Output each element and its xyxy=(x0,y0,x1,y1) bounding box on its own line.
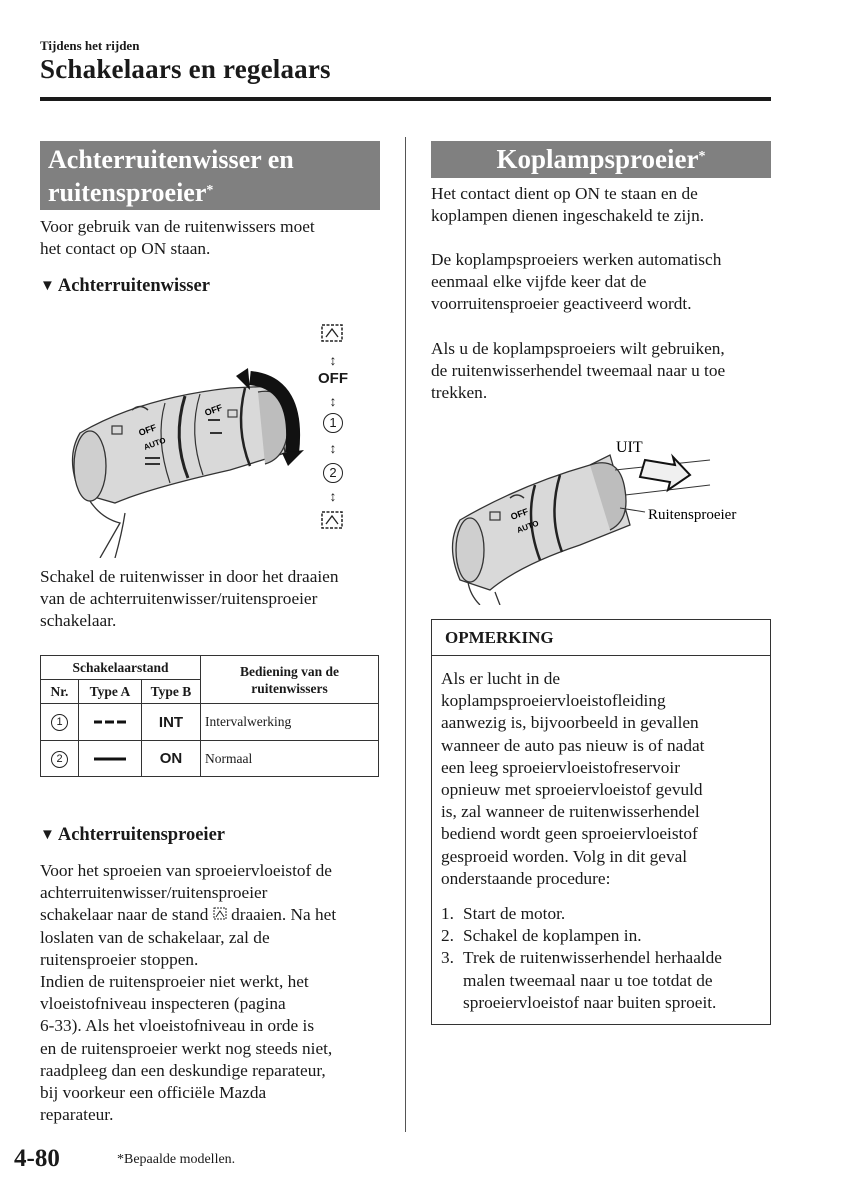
list-item xyxy=(441,925,766,947)
lever-label-auto: AUTO xyxy=(142,435,167,452)
text-line: koplampen dienen ingeschakeld te zijn. xyxy=(431,206,705,226)
text-line: en de ruitensproeier werkt nog steeds niet, xyxy=(40,1038,333,1058)
text-line: gesproeid worden. Volg in dit geval xyxy=(441,846,688,866)
scale-position-1: 1 xyxy=(323,413,343,433)
type-b-label: INT xyxy=(142,704,201,741)
type-b-label: ON xyxy=(142,741,201,777)
optional-star: * xyxy=(698,149,706,164)
note-body xyxy=(441,668,766,890)
note-box xyxy=(431,619,771,1025)
position-number: 1 xyxy=(51,714,68,731)
text-line: vloeistofniveau inspecteren (pagina xyxy=(40,994,286,1014)
text-line: bij voorkeur een officiële Mazda xyxy=(40,1083,267,1103)
arrow-updown-icon: ↕ xyxy=(329,488,337,504)
column-divider xyxy=(405,137,406,1132)
step-text xyxy=(463,947,722,1014)
section-heading-headlamp-washer xyxy=(431,141,771,178)
text-fragment: schakelaar naar de stand xyxy=(40,905,209,925)
section-heading-line1: Achterruitenwisser en xyxy=(48,145,294,174)
text-line: wanneer de auto pas nieuw is of nadat xyxy=(441,735,705,755)
table-header-nr: Nr. xyxy=(41,680,79,704)
arrow-updown-icon: ↕ xyxy=(329,440,337,456)
text-line: ruitensproeier stoppen. xyxy=(40,949,199,969)
operation-label: Normaal xyxy=(201,741,379,777)
text-line: De koplampsproeiers werken automatisch xyxy=(431,250,722,269)
rear-wiper-paragraph xyxy=(40,566,390,633)
operation-label: Intervalwerking xyxy=(201,704,379,741)
breadcrumb: Tijdens het rijden xyxy=(40,38,140,53)
footnote: *Bepaalde modellen. xyxy=(117,1152,236,1167)
text-line: koplampsproeiervloeistofleiding xyxy=(441,691,666,711)
triangle-icon: ▼ xyxy=(40,827,55,843)
text-line: malen tweemaal naar u toe totdat de xyxy=(463,970,713,990)
text-line: Als er lucht in de xyxy=(441,669,561,688)
text-line: van de achterruitenwisser/ruitensproeier xyxy=(40,589,318,609)
washer-icon xyxy=(213,907,227,921)
scale-position-2: 2 xyxy=(323,463,343,483)
headlamp-washer-lever-figure xyxy=(440,430,770,605)
text-line: een leeg sproeiervloeistofreservoir xyxy=(441,757,680,777)
text-line: bediend wordt geen sproeiervloeistof xyxy=(441,824,698,844)
page-title: Schakelaars en regelaars xyxy=(40,54,331,84)
text-line: raadpleeg dan een deskundige reparateur, xyxy=(40,1060,326,1080)
text-line: Schakel de ruitenwisser in door het draaien xyxy=(40,567,339,586)
list-item xyxy=(441,947,766,1014)
note-heading: OPMERKING xyxy=(432,620,770,656)
lever-label-off: OFF xyxy=(137,422,158,438)
text-line: achterruitenwisser/ruitensproeier xyxy=(40,883,268,903)
table-header-type-a: Type A xyxy=(79,680,142,704)
label-uit: UIT xyxy=(616,439,643,456)
table-row xyxy=(41,741,379,777)
text-line: 6-33). Als het vloeistofniveau in orde is xyxy=(40,1016,315,1036)
table-header-type-b: Type B xyxy=(142,680,201,704)
scale-label-off: OFF xyxy=(318,370,348,387)
title-rule xyxy=(40,97,771,101)
section-heading-line2: ruitensproeier xyxy=(48,178,207,207)
list-item xyxy=(441,903,766,925)
subheading-text: Achterruitenwisser xyxy=(57,276,210,296)
subheading-text: Achterruitensproeier xyxy=(57,825,225,845)
table-header-group: Schakelaarstand xyxy=(41,656,201,680)
intro-paragraph xyxy=(40,216,385,260)
headlamp-paragraph-2 xyxy=(431,249,776,316)
washer-icon xyxy=(319,322,347,346)
step-number: 3. xyxy=(441,948,454,968)
text-fragment: draaien. Na het xyxy=(231,905,337,925)
text-line: Voor het sproeien van sproeiervloeistof de xyxy=(40,861,332,880)
optional-star: * xyxy=(206,183,214,198)
text-line: het contact op ON staan. xyxy=(40,239,211,259)
triangle-icon: ▼ xyxy=(40,278,55,294)
position-scale xyxy=(313,322,353,538)
text-line: schakelaar. xyxy=(40,611,117,631)
text-line: Indien de ruitensproeier niet werkt, het xyxy=(40,972,309,992)
text-line xyxy=(40,904,390,926)
lever-label-off: OFF xyxy=(509,506,530,522)
text-line: Voor gebruik van de ruitenwissers moet xyxy=(40,217,315,236)
lever-label-auto: AUTO xyxy=(515,518,540,535)
arrow-updown-icon: ↕ xyxy=(329,393,337,409)
rear-washer-paragraph xyxy=(40,860,390,1126)
text-line: reparateur. xyxy=(40,1105,114,1125)
text-line: onderstaande procedure: xyxy=(441,868,611,888)
text-line: de ruitenwisserhendel tweemaal naar u toe xyxy=(431,361,726,381)
switch-position-table xyxy=(40,655,379,777)
washer-icon xyxy=(319,509,347,533)
text-line: trekken. xyxy=(431,383,488,403)
arrow-updown-icon: ↕ xyxy=(329,352,337,368)
position-number: 2 xyxy=(51,751,68,768)
step-number: 1. xyxy=(441,904,454,923)
type-a-symbol-solid xyxy=(79,741,142,777)
text-line: sproeiervloeistof naar buiten sproeit. xyxy=(463,992,717,1012)
text-line: Trek de ruitenwisserhendel herhaalde xyxy=(463,948,722,968)
text-line: voorruitensproeier geactiveerd wordt. xyxy=(431,294,692,314)
subheading-rear-wiper xyxy=(40,276,210,297)
headlamp-paragraph-3 xyxy=(431,338,776,405)
label-ruitensproeier: Ruitensproeier xyxy=(648,507,737,523)
table-row xyxy=(41,704,379,741)
step-text: Schakel de koplampen in. xyxy=(463,926,642,946)
headlamp-paragraph-1 xyxy=(431,183,776,227)
page-number: 4-80 xyxy=(14,1145,60,1172)
text-line: loslaten van de schakelaar, zal de xyxy=(40,927,270,947)
note-steps xyxy=(441,903,766,1014)
section-heading-text: Koplampsproeier xyxy=(496,144,699,174)
step-text: Start de motor. xyxy=(463,904,566,923)
text-line: is, zal wanneer de ruitenwisserhendel xyxy=(441,802,700,822)
lever-label-off-rear: OFF xyxy=(203,402,224,418)
text-line: Het contact dient op ON te staan en de xyxy=(431,184,698,203)
subheading-rear-washer xyxy=(40,825,225,846)
text-line: aanwezig is, bijvoorbeeld in gevallen xyxy=(441,713,699,733)
text-line: opnieuw met sproeiervloeistof gevuld xyxy=(441,780,703,800)
text-line: eenmaal elke vijfde keer dat de xyxy=(431,272,647,292)
type-a-symbol-dashed xyxy=(79,704,142,741)
table-header-operation: Bediening van de ruitenwissers xyxy=(201,656,379,704)
step-number: 2. xyxy=(441,926,454,946)
section-heading-rear-wiper xyxy=(40,141,380,210)
text-line: Als u de koplampsproeiers wilt gebruiken, xyxy=(431,339,725,358)
